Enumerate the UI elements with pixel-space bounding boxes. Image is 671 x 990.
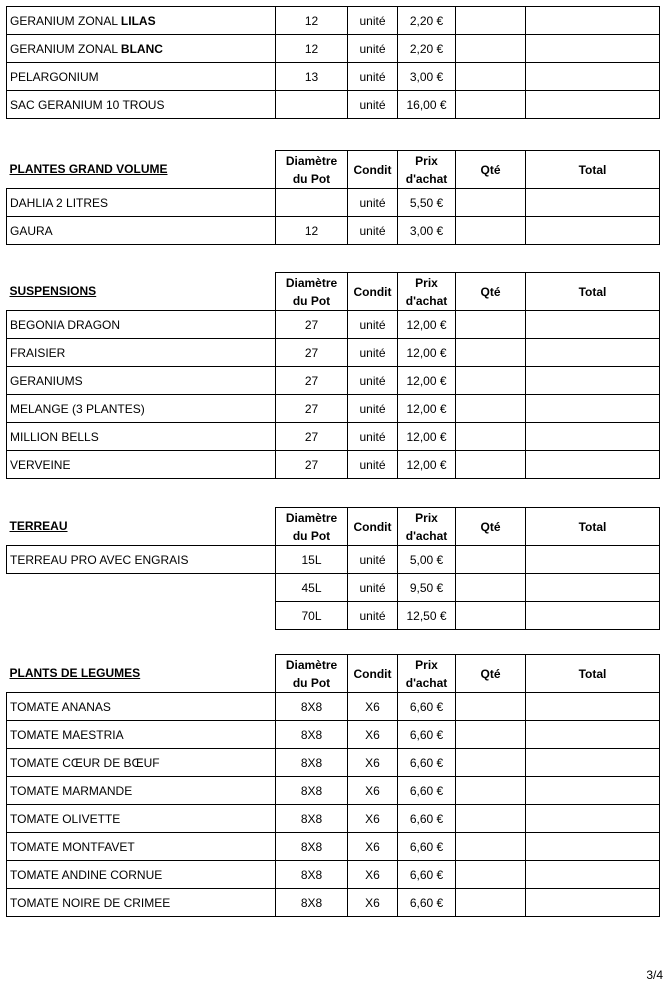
table-row — [7, 749, 660, 777]
cond-cell: unité — [348, 91, 398, 119]
cond-cell: unité — [348, 423, 398, 451]
total-cell — [526, 217, 660, 245]
price-cell: 12,00 € — [398, 339, 456, 367]
pot-cell: 27 — [276, 311, 348, 339]
product-name: TOMATE MONTFAVET — [7, 833, 276, 861]
section-title: PLANTS DE LEGUMES — [9, 666, 141, 681]
table-row — [7, 423, 660, 451]
table-row — [7, 35, 660, 63]
cond-cell: unité — [348, 602, 398, 630]
product-name: PELARGONIUM — [7, 63, 276, 91]
top-table — [6, 6, 660, 119]
price-cell: 5,00 € — [398, 546, 456, 574]
table-row — [7, 721, 660, 749]
table-row — [7, 7, 660, 35]
product-name — [7, 574, 276, 602]
pot-cell: 8X8 — [276, 721, 348, 749]
qty-cell[interactable] — [456, 35, 526, 63]
product-name: MELANGE (3 PLANTES) — [7, 395, 276, 423]
table-row — [7, 574, 660, 602]
header-cond: Condit — [348, 273, 398, 311]
pot-cell: 45L — [276, 574, 348, 602]
qty-cell[interactable] — [456, 805, 526, 833]
cond-cell: X6 — [348, 777, 398, 805]
table-row — [7, 861, 660, 889]
table-row — [7, 367, 660, 395]
pot-cell: 13 — [276, 63, 348, 91]
total-cell — [526, 423, 660, 451]
table-row — [7, 777, 660, 805]
section-table-grand-volume — [6, 150, 660, 245]
pot-cell: 8X8 — [276, 833, 348, 861]
header-total: Total — [526, 508, 660, 546]
cond-cell: unité — [348, 574, 398, 602]
price-cell: 12,00 € — [398, 395, 456, 423]
table-row — [7, 889, 660, 917]
price-cell: 2,20 € — [398, 35, 456, 63]
header-price: Prix d'achat — [398, 508, 456, 546]
header-pot: Diamètre du Pot — [276, 508, 348, 546]
product-name: TOMATE OLIVETTE — [7, 805, 276, 833]
price-cell: 5,50 € — [398, 189, 456, 217]
cond-cell: unité — [348, 35, 398, 63]
pot-cell — [276, 91, 348, 119]
product-name: BEGONIA DRAGON — [7, 311, 276, 339]
qty-cell[interactable] — [456, 749, 526, 777]
section-table-terreau — [6, 507, 660, 630]
pot-cell — [276, 189, 348, 217]
price-cell: 2,20 € — [398, 7, 456, 35]
qty-cell[interactable] — [456, 91, 526, 119]
total-cell — [526, 721, 660, 749]
qty-cell[interactable] — [456, 395, 526, 423]
product-name — [7, 602, 276, 630]
qty-cell[interactable] — [456, 721, 526, 749]
total-cell — [526, 574, 660, 602]
pot-cell: 27 — [276, 339, 348, 367]
product-name: GERANIUMS — [7, 367, 276, 395]
header-pot: Diamètre du Pot — [276, 655, 348, 693]
header-price: Prix d'achat — [398, 273, 456, 311]
price-cell: 6,60 € — [398, 693, 456, 721]
price-cell: 6,60 € — [398, 889, 456, 917]
total-cell — [526, 35, 660, 63]
pot-cell: 8X8 — [276, 861, 348, 889]
total-cell — [526, 7, 660, 35]
section-header-row — [7, 151, 660, 189]
qty-cell[interactable] — [456, 889, 526, 917]
header-price: Prix d'achat — [398, 151, 456, 189]
cond-cell: unité — [348, 189, 398, 217]
cond-cell: X6 — [348, 833, 398, 861]
product-name: GAURA — [7, 217, 276, 245]
header-qty: Qté — [456, 273, 526, 311]
cond-cell: X6 — [348, 889, 398, 917]
qty-cell[interactable] — [456, 693, 526, 721]
section-header-row — [7, 273, 660, 311]
qty-cell[interactable] — [456, 861, 526, 889]
qty-cell[interactable] — [456, 217, 526, 245]
total-cell — [526, 311, 660, 339]
qty-cell[interactable] — [456, 63, 526, 91]
total-cell — [526, 805, 660, 833]
table-row — [7, 602, 660, 630]
total-cell — [526, 395, 660, 423]
table-row — [7, 217, 660, 245]
table-row — [7, 451, 660, 479]
product-name: GERANIUM ZONAL BLANC — [7, 35, 276, 63]
section-header-row — [7, 508, 660, 546]
table-row — [7, 311, 660, 339]
qty-cell[interactable] — [456, 451, 526, 479]
pot-cell: 8X8 — [276, 889, 348, 917]
header-total: Total — [526, 655, 660, 693]
total-cell — [526, 693, 660, 721]
header-pot: Diamètre du Pot — [276, 273, 348, 311]
price-cell: 12,00 € — [398, 423, 456, 451]
header-cond: Condit — [348, 508, 398, 546]
cond-cell: unité — [348, 395, 398, 423]
header-pot: Diamètre du Pot — [276, 151, 348, 189]
product-name: TOMATE ANDINE CORNUE — [7, 861, 276, 889]
product-name: VERVEINE — [7, 451, 276, 479]
table-row — [7, 63, 660, 91]
qty-cell[interactable] — [456, 602, 526, 630]
total-cell — [526, 602, 660, 630]
cond-cell: X6 — [348, 861, 398, 889]
cond-cell: unité — [348, 217, 398, 245]
price-cell: 6,60 € — [398, 777, 456, 805]
price-cell: 9,50 € — [398, 574, 456, 602]
price-cell: 16,00 € — [398, 91, 456, 119]
header-total: Total — [526, 273, 660, 311]
table-row — [7, 546, 660, 574]
total-cell — [526, 889, 660, 917]
total-cell — [526, 777, 660, 805]
section-title: SUSPENSIONS — [9, 284, 97, 299]
price-cell: 3,00 € — [398, 217, 456, 245]
qty-cell[interactable] — [456, 7, 526, 35]
cond-cell: unité — [348, 311, 398, 339]
qty-cell[interactable] — [456, 189, 526, 217]
cond-cell: unité — [348, 451, 398, 479]
product-name: FRAISIER — [7, 339, 276, 367]
cond-cell: unité — [348, 546, 398, 574]
price-cell: 6,60 € — [398, 833, 456, 861]
pot-cell: 8X8 — [276, 693, 348, 721]
price-cell: 6,60 € — [398, 749, 456, 777]
qty-cell[interactable] — [456, 546, 526, 574]
pot-cell: 8X8 — [276, 749, 348, 777]
qty-cell[interactable] — [456, 367, 526, 395]
product-name: MILLION BELLS — [7, 423, 276, 451]
cond-cell: unité — [348, 367, 398, 395]
product-name: GERANIUM ZONAL LILAS — [7, 7, 276, 35]
price-cell: 6,60 € — [398, 721, 456, 749]
qty-cell[interactable] — [456, 423, 526, 451]
product-name: TOMATE NOIRE DE CRIMEE — [7, 889, 276, 917]
table-row — [7, 189, 660, 217]
pot-cell: 27 — [276, 395, 348, 423]
qty-cell[interactable] — [456, 311, 526, 339]
table-row — [7, 395, 660, 423]
section-table-suspensions — [6, 272, 660, 479]
table-row — [7, 339, 660, 367]
total-cell — [526, 63, 660, 91]
page-number: 3/4 — [646, 968, 663, 982]
header-qty: Qté — [456, 151, 526, 189]
header-price: Prix d'achat — [398, 655, 456, 693]
table-row — [7, 805, 660, 833]
header-cond: Condit — [348, 151, 398, 189]
cond-cell: X6 — [348, 749, 398, 777]
price-cell: 12,00 € — [398, 311, 456, 339]
total-cell — [526, 833, 660, 861]
product-name: TOMATE CŒUR DE BŒUF — [7, 749, 276, 777]
total-cell — [526, 189, 660, 217]
header-total: Total — [526, 151, 660, 189]
cond-cell: X6 — [348, 693, 398, 721]
qty-cell[interactable] — [456, 833, 526, 861]
product-name: TERREAU PRO AVEC ENGRAIS — [7, 546, 276, 574]
price-cell: 6,60 € — [398, 805, 456, 833]
total-cell — [526, 861, 660, 889]
pot-cell: 27 — [276, 367, 348, 395]
cond-cell: X6 — [348, 805, 398, 833]
total-cell — [526, 367, 660, 395]
total-cell — [526, 546, 660, 574]
total-cell — [526, 749, 660, 777]
qty-cell[interactable] — [456, 339, 526, 367]
section-header-row — [7, 655, 660, 693]
product-name: TOMATE MAESTRIA — [7, 721, 276, 749]
product-name: TOMATE ANANAS — [7, 693, 276, 721]
header-cond: Condit — [348, 655, 398, 693]
table-row — [7, 91, 660, 119]
product-name: SAC GERANIUM 10 TROUS — [7, 91, 276, 119]
pot-cell: 27 — [276, 423, 348, 451]
price-cell: 6,60 € — [398, 861, 456, 889]
price-cell: 12,50 € — [398, 602, 456, 630]
qty-cell[interactable] — [456, 777, 526, 805]
cond-cell: unité — [348, 339, 398, 367]
pot-cell: 12 — [276, 35, 348, 63]
pot-cell: 27 — [276, 451, 348, 479]
cond-cell: unité — [348, 63, 398, 91]
product-name: TOMATE MARMANDE — [7, 777, 276, 805]
pot-cell: 12 — [276, 7, 348, 35]
pot-cell: 8X8 — [276, 805, 348, 833]
total-cell — [526, 339, 660, 367]
table-row — [7, 833, 660, 861]
section-table-legumes — [6, 654, 660, 917]
price-cell: 12,00 € — [398, 451, 456, 479]
total-cell — [526, 451, 660, 479]
pot-cell: 70L — [276, 602, 348, 630]
product-name: DAHLIA 2 LITRES — [7, 189, 276, 217]
section-title: PLANTES GRAND VOLUME — [9, 162, 168, 177]
pot-cell: 8X8 — [276, 777, 348, 805]
section-title: TERREAU — [9, 519, 68, 534]
qty-cell[interactable] — [456, 574, 526, 602]
table-row — [7, 693, 660, 721]
header-qty: Qté — [456, 508, 526, 546]
pot-cell: 15L — [276, 546, 348, 574]
price-cell: 12,00 € — [398, 367, 456, 395]
cond-cell: X6 — [348, 721, 398, 749]
cond-cell: unité — [348, 7, 398, 35]
price-cell: 3,00 € — [398, 63, 456, 91]
total-cell — [526, 91, 660, 119]
pot-cell: 12 — [276, 217, 348, 245]
header-qty: Qté — [456, 655, 526, 693]
